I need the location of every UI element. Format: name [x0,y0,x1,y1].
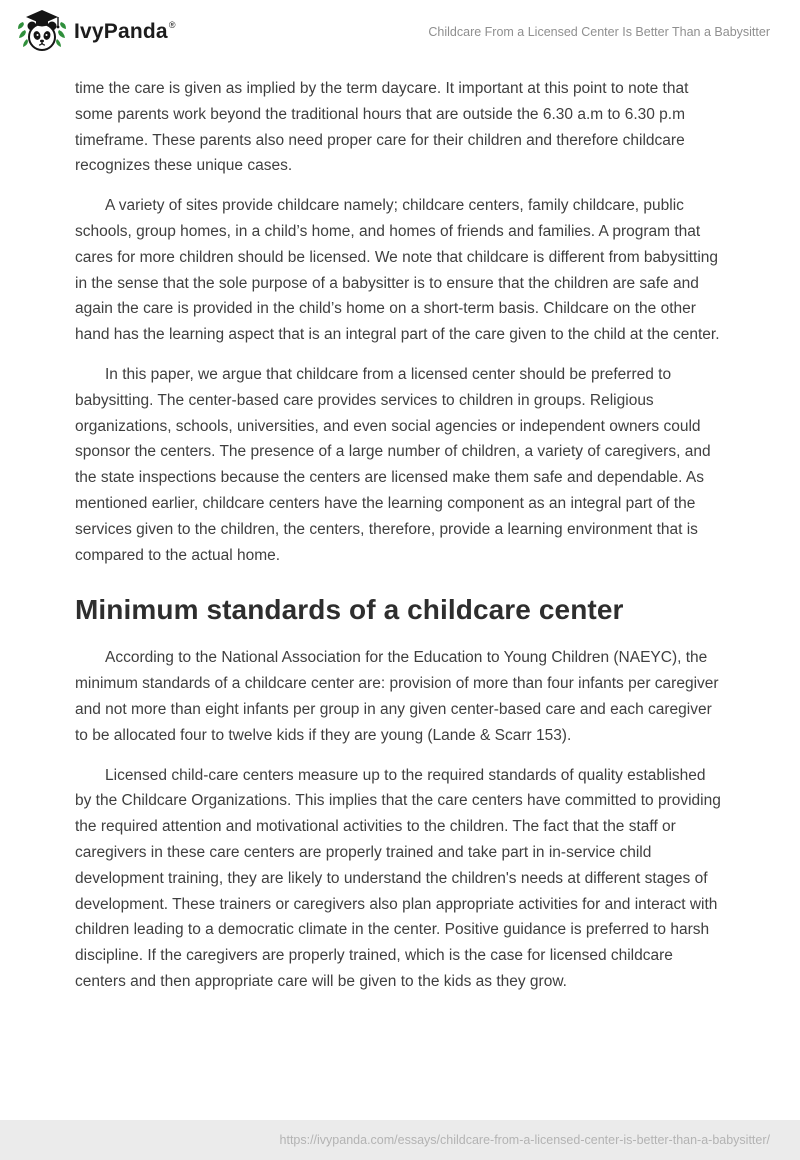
page-footer [0,1120,800,1160]
article-content [0,64,800,995]
brand [18,9,175,55]
document-title: Childcare From a Licensed Center Is Better Than a Babysitter [428,25,770,39]
source-url: https://ivypanda.com/essays/childcare-from-a-licensed-center-is-better-than-a-babysitter/ [279,1133,770,1147]
brand-name: IvyPanda [74,20,168,43]
body-paragraph: According to the National Association for the Education to Young Children (NAEYC), the minimum standards of a childcare center are: provision of more than four infants per caregiver and not more than eight infants per group in any given center-based care and each caregiver to be allocated four to twelve kids if they are young (Lande & Scarr 153). [75,649,719,744]
body-paragraph: In this paper, we argue that childcare from a licensed center should be preferred to babysitting. The center-based care provides services to children in groups. Religious organizations, schools, universities, and even social agencies or independent owners could sponsor the centers. The presence of a large number of children, a variety of caregivers, and the state inspections because the centers are licensed make them safe and dependable. As mentioned earlier, childcare centers have the learning component as an integral part of the services given to the children, the centers, therefore, provide a learning environment that is compared to the actual home. [75,365,711,564]
section-heading: Minimum standards of a childcare center [75,594,624,626]
page-header [0,0,800,64]
body-paragraph: time the care is given as implied by the term daycare. It important at this point to note that some parents work beyond the traditional hours that are outside the 6.30 a.m to 6.30 p.m timeframe. These parents also need proper care for their children and therefore childcare recognizes these unique cases. [75,80,689,175]
registered-mark: ® [168,20,176,30]
body-paragraph: A variety of sites provide childcare namely; childcare centers, family childcare, public schools, group homes, in a child’s home, and homes of friends and families. A program that cares for more children should be licensed. We note that childcare is different from babysitting in the sense that the sole purpose of a babysitter is to ensure that the children are safe and again the care is provided in the child’s home on a short-term basis. Childcare on the other hand has the learning aspect that is an integral part of the care given to the child at the center. [75,197,720,344]
body-paragraph: Licensed child-care centers measure up to the required standards of quality established by the Childcare Organizations. This implies that the care centers have committed to providing the required attention and motivational activities to the children. The fact that the staff or caregivers in these care centers are properly trained and take part in in-service child development training, they are likely to understand the children's needs at different stages of development. These trainers or caregivers also plan appropriate activities for and interact with children leading to a democratic climate in the center. Positive guidance is preferred to harsh discipline. If the caregivers are properly trained, which is the case for licensed childcare centers and then appropriate care will be given to the kids as they grow. [75,766,721,990]
ivypanda-logo-icon [18,9,66,55]
